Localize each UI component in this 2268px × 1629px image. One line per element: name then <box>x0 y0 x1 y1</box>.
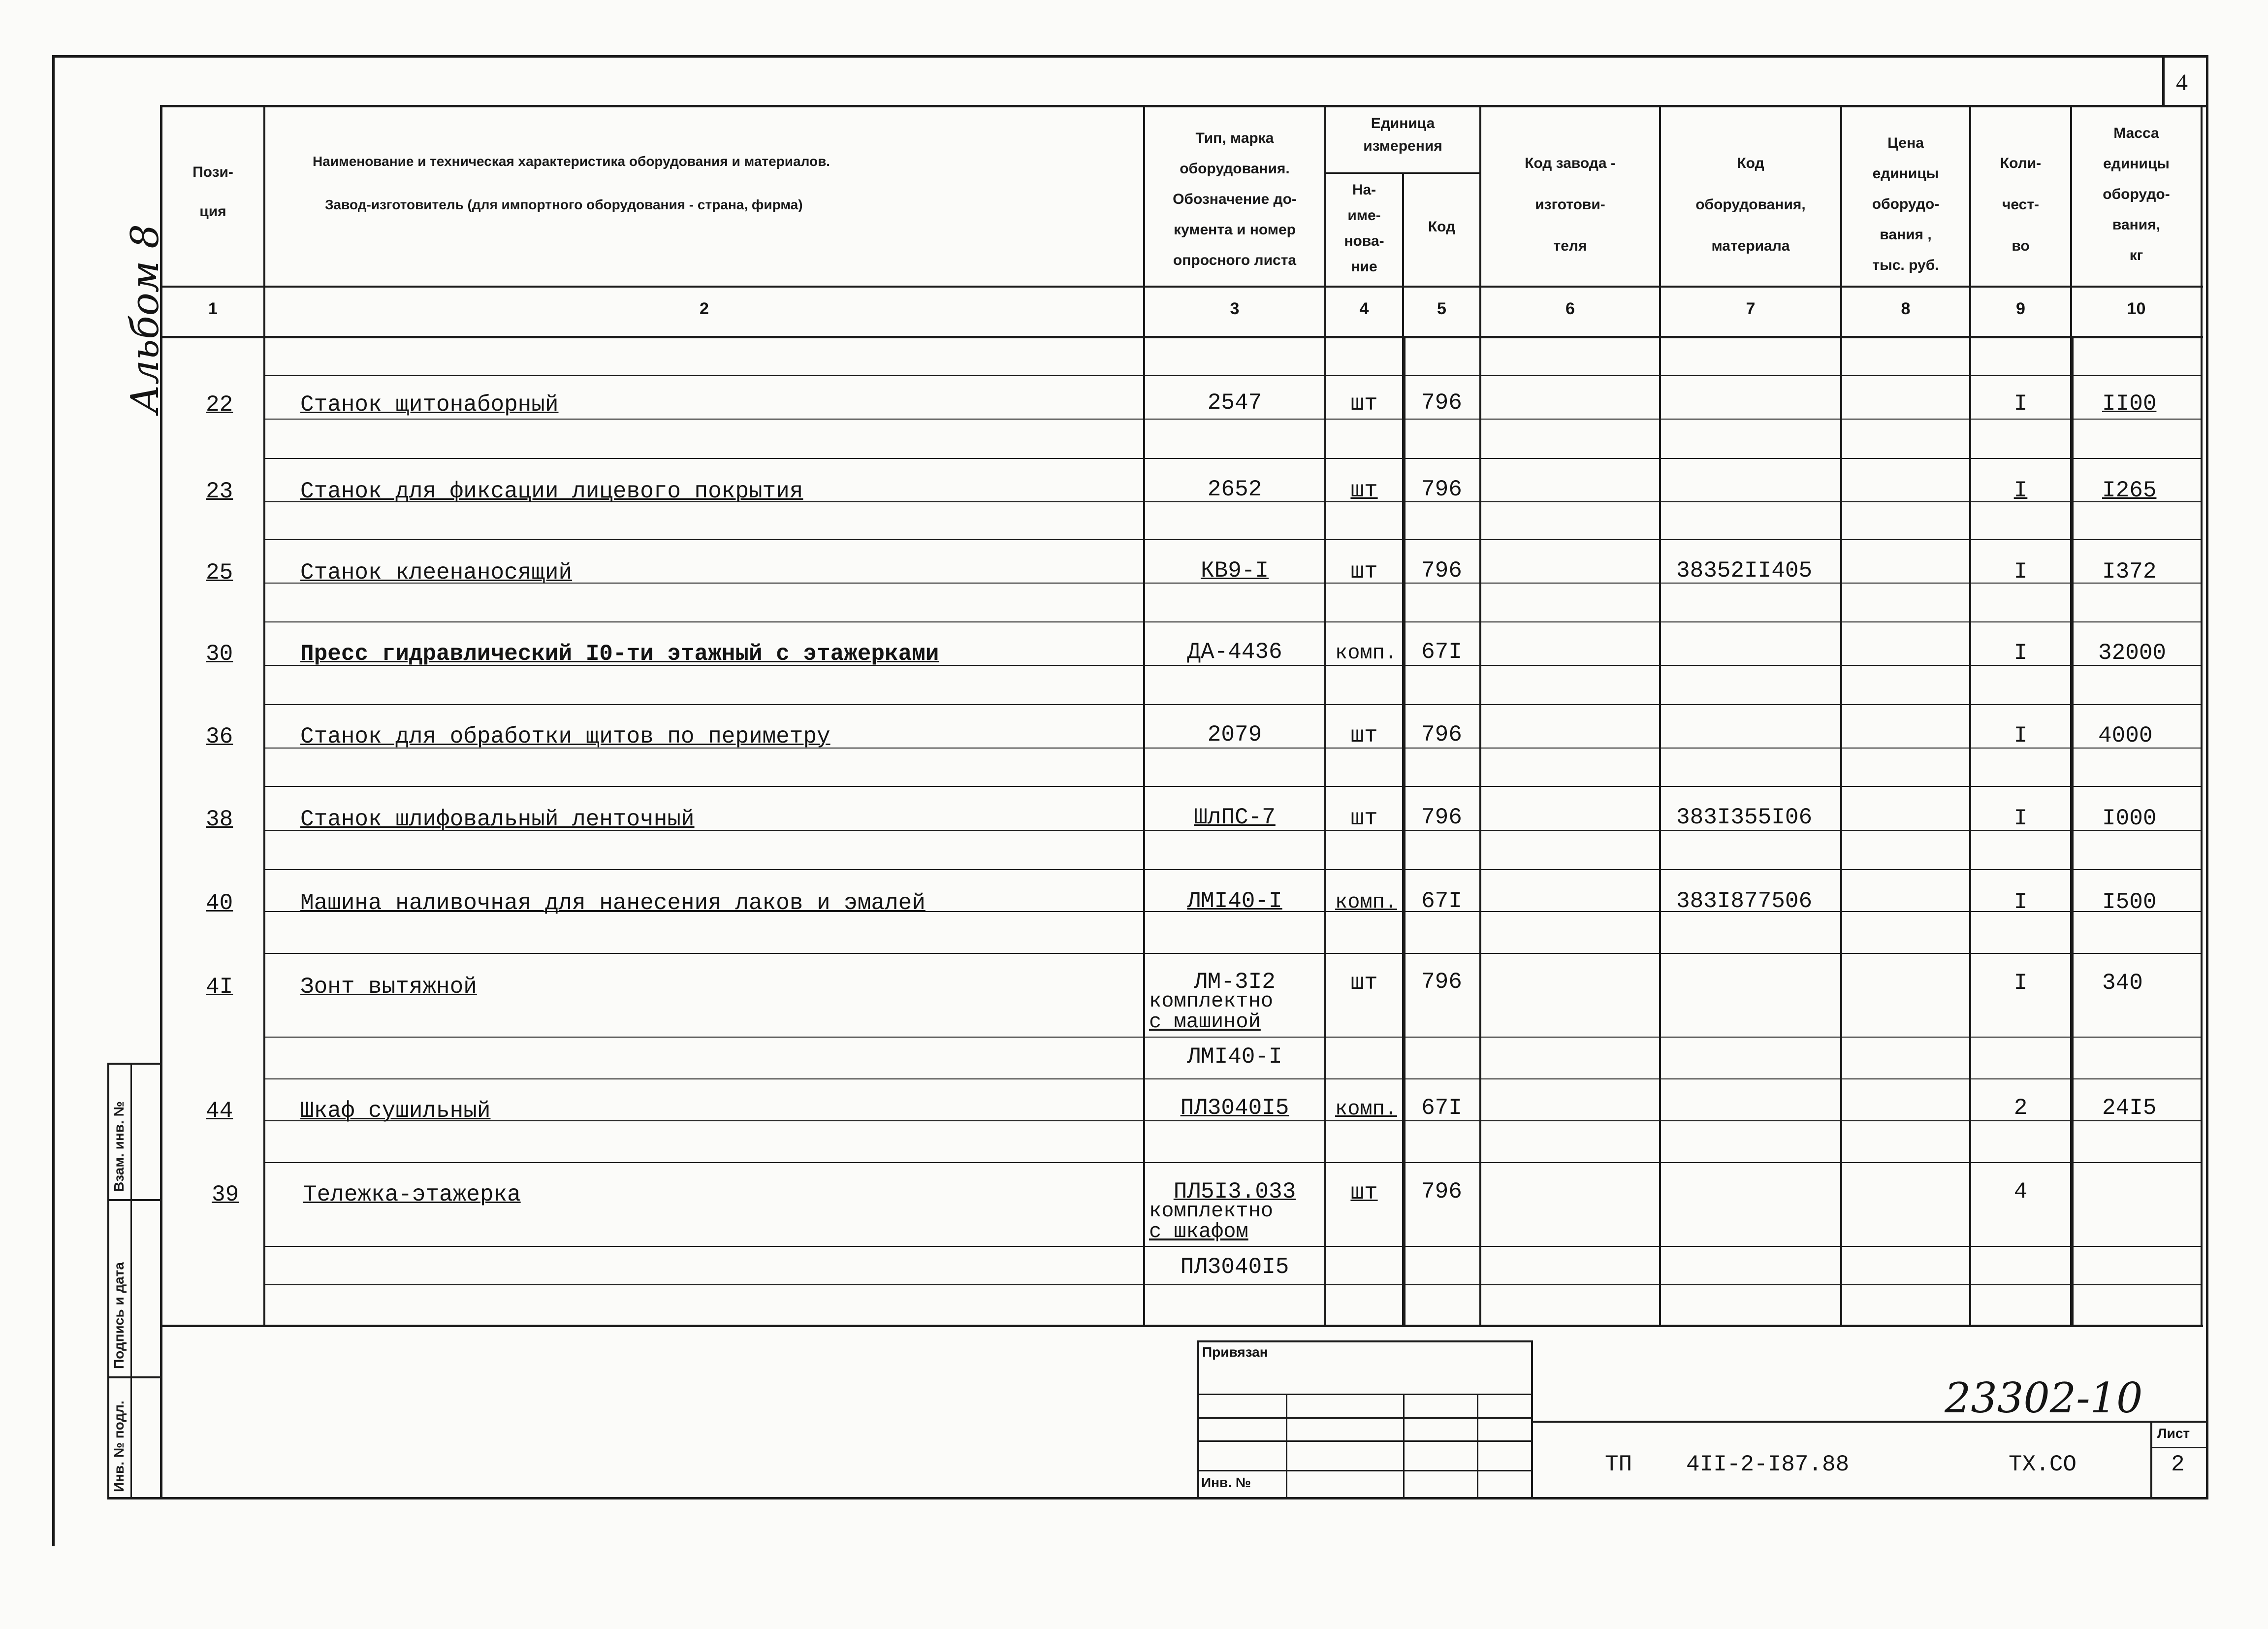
row-type: 2547 <box>1207 390 1262 416</box>
row-note: комплектно <box>1149 1199 1274 1223</box>
row-unit-code: 796 <box>1421 558 1462 584</box>
header-name-line1: Наименование и техническая характеристика оборудования и материалов. <box>313 154 831 169</box>
row-position: 36 <box>206 724 233 749</box>
row-position: 22 <box>206 392 233 418</box>
row-name: Машина наливочная для нанесения лаков и эмалей <box>300 890 926 916</box>
row-quantity: I <box>2013 391 2028 417</box>
row-unit: шт <box>1350 970 1378 996</box>
row-mass: 32000 <box>2098 640 2167 666</box>
row-quantity: I <box>2013 889 2028 915</box>
row-unit-code: 67I <box>1421 639 1462 665</box>
colnum-5: 5 <box>1437 299 1446 318</box>
row-unit-code: 796 <box>1421 1179 1462 1205</box>
header-quantity: Коли- чест- во <box>2000 155 2042 254</box>
row-equipment-code: 383I877506 <box>1676 888 1813 914</box>
row-quantity: I <box>2013 806 2028 831</box>
row-position: 39 <box>212 1182 239 1207</box>
header-unit-name: На- име- нова- ние <box>1344 182 1384 275</box>
row-mass: II00 <box>2102 391 2157 417</box>
row-name: Станок щитонаборный <box>300 392 559 418</box>
row-position: 4I <box>206 974 233 1000</box>
colnum-10: 10 <box>2127 299 2146 318</box>
row-position: 25 <box>206 560 233 586</box>
row-quantity: 2 <box>2013 1095 2028 1121</box>
header-price: Цена единицы оборудо- вания , тыс. руб. <box>1872 135 1940 273</box>
row-type: 2079 <box>1207 722 1262 748</box>
row-unit: шт <box>1350 478 1378 503</box>
row-mass: 340 <box>2102 970 2143 996</box>
row-mass: 4000 <box>2098 723 2153 749</box>
row-position: 44 <box>206 1098 233 1124</box>
colnum-1: 1 <box>208 299 218 318</box>
row-unit: шт <box>1350 559 1378 585</box>
row-name: Тележка-этажерка <box>303 1182 521 1207</box>
colnum-2: 2 <box>700 299 709 318</box>
row-note: с машиной <box>1149 1010 1261 1034</box>
stamp-inv-original: Инв. № подл. <box>111 1401 127 1492</box>
row-type: КВ9-I <box>1200 558 1269 584</box>
header-plant-code: Код завода - изготови- теля <box>1525 155 1616 254</box>
row-quantity: I <box>2013 640 2028 666</box>
sheet-corner-number: 4 <box>2176 69 2188 96</box>
row-unit: шт <box>1350 723 1378 749</box>
row-quantity: 4 <box>2013 1179 2028 1205</box>
colnum-3: 3 <box>1230 299 1240 318</box>
stamp-title: Привязан <box>1202 1344 1268 1360</box>
doc-series: ТП <box>1605 1452 1632 1477</box>
sheet-number: 2 <box>2171 1452 2185 1477</box>
header-unit-code: Код <box>1428 219 1456 235</box>
row-position: 30 <box>206 641 233 667</box>
row-type: ДА-4436 <box>1187 639 1282 665</box>
row-quantity: I <box>2013 559 2028 585</box>
colnum-4: 4 <box>1359 299 1369 318</box>
colnum-8: 8 <box>1901 299 1911 318</box>
row-mass: I500 <box>2102 889 2157 915</box>
header-equipment-code: Код оборудования, материала <box>1695 155 1806 254</box>
row-unit-code: 796 <box>1421 969 1462 995</box>
stamp-exchange-inv: Взам. инв. № <box>111 1101 127 1192</box>
row-mass: 24I5 <box>2102 1095 2157 1121</box>
sheet-label: Лист <box>2157 1426 2190 1441</box>
row-unit: шт <box>1350 1180 1378 1205</box>
row-type: ПЛ3040I5 <box>1180 1095 1289 1121</box>
row-position: 38 <box>206 807 233 832</box>
header-type: Тип, марка оборудования. Обозначение до- кумента и номер опросного листа <box>1173 130 1297 268</box>
album-label: Альбом 8 <box>123 224 167 414</box>
row-name: Станок для обработки щитов по периметру <box>300 724 831 749</box>
row-name: Зонт вытяжной <box>300 974 477 1000</box>
row-unit: комп. <box>1335 890 1398 914</box>
stamp-signature-date: Подпись и дата <box>111 1262 127 1369</box>
row-type: 2652 <box>1207 477 1262 502</box>
row-name: Станок для фиксации лицевого покрытия <box>300 479 803 504</box>
row-unit-code: 67I <box>1421 1095 1462 1121</box>
row-note: комплектно <box>1149 989 1274 1013</box>
header-position: Пози- ция <box>192 164 233 220</box>
row-unit: шт <box>1350 806 1378 831</box>
row-note: с шкафом <box>1149 1220 1248 1243</box>
row-type: ШлПС-7 <box>1194 805 1276 830</box>
row-unit-code: 796 <box>1421 722 1462 748</box>
row-name: Шкаф сушильный <box>300 1098 491 1124</box>
row-note: ЛМI40-I <box>1187 1044 1282 1070</box>
row-unit: шт <box>1350 391 1378 417</box>
row-equipment-code: 38352II405 <box>1676 558 1813 584</box>
row-mass: I000 <box>2102 806 2157 831</box>
row-name: Станок шлифовальный ленточный <box>300 807 695 832</box>
row-quantity: I <box>2013 970 2028 996</box>
colnum-6: 6 <box>1565 299 1575 318</box>
row-quantity: I <box>2013 478 2028 503</box>
row-unit-code: 796 <box>1421 477 1462 502</box>
header-name-line2: Завод-изготовитель (для импортного оборудования - страна, фирма) <box>325 197 803 212</box>
row-note: ПЛ3040I5 <box>1180 1254 1289 1280</box>
row-unit: комп. <box>1335 1097 1398 1121</box>
header-mass: Масса единицы оборудо- вания, кг <box>2103 125 2170 263</box>
row-unit-code: 796 <box>1421 390 1462 416</box>
colnum-7: 7 <box>1746 299 1756 318</box>
row-unit-code: 796 <box>1421 805 1462 830</box>
row-unit-code: 67I <box>1421 888 1462 914</box>
stamp-inv: Инв. № <box>1201 1475 1251 1490</box>
handwritten-number: 23302-10 <box>1945 1374 2143 1422</box>
doc-code: ТХ.СО <box>2009 1452 2077 1477</box>
row-position: 23 <box>206 479 233 504</box>
row-mass: I265 <box>2102 478 2157 503</box>
row-name: Станок клеенаносящий <box>300 560 573 586</box>
doc-number: 4II-2-I87.88 <box>1686 1452 1850 1477</box>
row-type: ПЛ5I3.033 <box>1173 1179 1296 1205</box>
row-name: Пресс гидравлический I0-ти этажный с этажерками <box>300 641 939 667</box>
header-unit-group: Единица измерения <box>1363 115 1442 154</box>
row-type: ЛМ-3I2 <box>1194 969 1276 995</box>
row-unit: комп. <box>1335 641 1398 665</box>
row-equipment-code: 383I355I06 <box>1676 805 1813 830</box>
row-quantity: I <box>2013 723 2028 749</box>
colnum-9: 9 <box>2016 299 2025 318</box>
row-type: ЛМI40-I <box>1187 888 1282 914</box>
row-position: 40 <box>206 890 233 916</box>
row-mass: I372 <box>2102 559 2157 585</box>
